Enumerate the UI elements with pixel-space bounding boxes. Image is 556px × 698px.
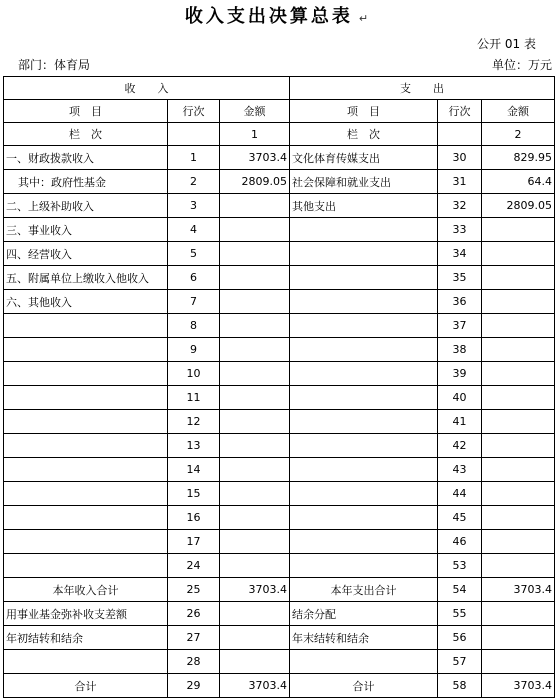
expense-amount (482, 362, 555, 386)
department-label: 部门：体育局 (18, 58, 91, 72)
income-item (4, 434, 168, 458)
income-row-number: 24 (168, 554, 220, 578)
expense-row-number: 56 (438, 626, 482, 650)
form-code: 公开 01 表 (477, 37, 536, 51)
expense-amount: 829.95 (482, 146, 555, 170)
table-row (4, 410, 555, 434)
expense-item (290, 506, 438, 530)
expense-item (290, 554, 438, 578)
income-amount (220, 194, 290, 218)
income-row-number: 29 (168, 674, 220, 698)
table-row (4, 626, 555, 650)
income-item (4, 650, 168, 674)
expense-item (290, 650, 438, 674)
expense-row-number: 41 (438, 410, 482, 434)
expense-row-number: 45 (438, 506, 482, 530)
expense-amount (482, 458, 555, 482)
expense-item: 年末结转和结余 (290, 626, 438, 650)
expense-amount (482, 386, 555, 410)
expense-header: 支 出 (290, 77, 555, 100)
expense-row-number: 33 (438, 218, 482, 242)
income-amount: 3703.4 (220, 578, 290, 602)
column-header-row (4, 100, 555, 123)
expense-amount (482, 314, 555, 338)
income-item: 本年收入合计 (4, 578, 168, 602)
income-amount (220, 530, 290, 554)
expense-item (290, 410, 438, 434)
table-row (4, 338, 555, 362)
income-amount (220, 410, 290, 434)
income-row-number: 17 (168, 530, 220, 554)
table-row (4, 482, 555, 506)
expense-row-number: 44 (438, 482, 482, 506)
income-item: 年初结转和结余 (4, 626, 168, 650)
income-item (4, 458, 168, 482)
expense-item (290, 314, 438, 338)
income-row-number: 10 (168, 362, 220, 386)
expense-row-number: 36 (438, 290, 482, 314)
expense-row-number: 54 (438, 578, 482, 602)
income-item: 其中：政府性基金 (4, 170, 168, 194)
expense-item: 文化体育传媒支出 (290, 146, 438, 170)
expense-amount-header: 金额 (482, 100, 555, 123)
income-amount: 2809.05 (220, 170, 290, 194)
income-rowno-header: 行次 (168, 100, 220, 123)
income-item: 五、附属单位上缴收入他收入 (4, 266, 168, 290)
expense-row-number: 39 (438, 362, 482, 386)
expense-item: 社会保障和就业支出 (290, 170, 438, 194)
expense-item (290, 458, 438, 482)
income-amount: 3703.4 (220, 674, 290, 698)
income-amount (220, 218, 290, 242)
income-amount (220, 338, 290, 362)
expense-item-header: 项 目 (290, 100, 438, 123)
income-amount (220, 626, 290, 650)
income-row-number: 27 (168, 626, 220, 650)
income-item: 三、事业收入 (4, 218, 168, 242)
table-row (4, 434, 555, 458)
expense-amount (482, 506, 555, 530)
expense-row-number: 42 (438, 434, 482, 458)
expense-item (290, 530, 438, 554)
income-amount (220, 386, 290, 410)
expense-item (290, 242, 438, 266)
expense-amount (482, 338, 555, 362)
table-row (4, 578, 555, 602)
table-row (4, 170, 555, 194)
column-index-row (4, 123, 555, 146)
expense-amount: 3703.4 (482, 674, 555, 698)
income-row-number: 25 (168, 578, 220, 602)
income-item (4, 362, 168, 386)
summary-table (3, 76, 555, 698)
unit-label: 单位：万元 (491, 58, 552, 72)
income-row-number: 14 (168, 458, 220, 482)
expense-row-number: 34 (438, 242, 482, 266)
expense-row-number: 46 (438, 530, 482, 554)
income-row-number: 16 (168, 506, 220, 530)
income-item: 二、上级补助收入 (4, 194, 168, 218)
expense-item (290, 434, 438, 458)
expense-amount (482, 650, 555, 674)
income-item (4, 530, 168, 554)
section-header-row (4, 77, 555, 100)
income-amount-header: 金额 (220, 100, 290, 123)
income-row-number: 28 (168, 650, 220, 674)
income-item (4, 386, 168, 410)
income-item (4, 410, 168, 434)
income-row-number: 5 (168, 242, 220, 266)
income-row-number: 3 (168, 194, 220, 218)
expense-item: 结余分配 (290, 602, 438, 626)
expense-item (290, 266, 438, 290)
table-row (4, 362, 555, 386)
income-row-number: 7 (168, 290, 220, 314)
expense-item (290, 482, 438, 506)
income-amount (220, 458, 290, 482)
table-row (4, 290, 555, 314)
expense-row-number: 57 (438, 650, 482, 674)
expense-amount (482, 626, 555, 650)
income-col-index: 1 (220, 123, 290, 146)
income-row-number: 11 (168, 386, 220, 410)
income-amount (220, 266, 290, 290)
table-row (4, 314, 555, 338)
expense-item (290, 290, 438, 314)
expense-row-number: 31 (438, 170, 482, 194)
table-row (4, 266, 555, 290)
income-row-number: 6 (168, 266, 220, 290)
expense-amount (482, 218, 555, 242)
income-row-number: 8 (168, 314, 220, 338)
expense-row-number: 37 (438, 314, 482, 338)
expense-amount (482, 410, 555, 434)
expense-amount (482, 434, 555, 458)
table-row (4, 554, 555, 578)
table-row (4, 674, 555, 698)
expense-amount (482, 290, 555, 314)
table-row (4, 530, 555, 554)
report-title: 收入支出决算总表 ↵ (184, 6, 372, 27)
expense-item (290, 362, 438, 386)
expense-col-index: 2 (482, 123, 555, 146)
expense-item: 本年支出合计 (290, 578, 438, 602)
expense-item (290, 338, 438, 362)
income-amount (220, 290, 290, 314)
income-item: 一、财政拨款收入 (4, 146, 168, 170)
income-amount (220, 314, 290, 338)
income-amount (220, 506, 290, 530)
expense-row-number: 55 (438, 602, 482, 626)
expense-item: 合计 (290, 674, 438, 698)
income-amount (220, 434, 290, 458)
income-item: 四、经营收入 (4, 242, 168, 266)
income-amount (220, 362, 290, 386)
income-amount: 3703.4 (220, 146, 290, 170)
income-item: 六、其他收入 (4, 290, 168, 314)
expense-amount (482, 242, 555, 266)
income-item: 用事业基金弥补收支差额 (4, 602, 168, 626)
table-row (4, 242, 555, 266)
income-item (4, 314, 168, 338)
income-row-number: 12 (168, 410, 220, 434)
table-row (4, 458, 555, 482)
expense-amount (482, 554, 555, 578)
table-row (4, 650, 555, 674)
income-row-number: 26 (168, 602, 220, 626)
expense-amount (482, 602, 555, 626)
income-item-header: 项 目 (4, 100, 168, 123)
income-row-number: 4 (168, 218, 220, 242)
expense-row-number: 38 (438, 338, 482, 362)
expense-col-label: 栏 次 (290, 123, 438, 146)
income-amount (220, 554, 290, 578)
expense-amount: 64.4 (482, 170, 555, 194)
table-row (4, 218, 555, 242)
table-row (4, 506, 555, 530)
expense-rowno-header: 行次 (438, 100, 482, 123)
table-row (4, 602, 555, 626)
expense-row-number: 35 (438, 266, 482, 290)
income-item: 合计 (4, 674, 168, 698)
table-row (4, 386, 555, 410)
income-row-number: 13 (168, 434, 220, 458)
table-row (4, 146, 555, 170)
income-item (4, 506, 168, 530)
expense-row-number: 32 (438, 194, 482, 218)
income-amount (220, 650, 290, 674)
expense-amount (482, 482, 555, 506)
expense-col-rowno (438, 123, 482, 146)
expense-amount (482, 266, 555, 290)
expense-row-number: 40 (438, 386, 482, 410)
income-amount (220, 602, 290, 626)
expense-item (290, 386, 438, 410)
expense-row-number: 53 (438, 554, 482, 578)
expense-amount: 2809.05 (482, 194, 555, 218)
expense-row-number: 58 (438, 674, 482, 698)
income-col-label: 栏 次 (4, 123, 168, 146)
expense-amount: 3703.4 (482, 578, 555, 602)
income-item (4, 482, 168, 506)
income-col-rowno (168, 123, 220, 146)
expense-amount (482, 530, 555, 554)
income-item (4, 554, 168, 578)
income-item (4, 338, 168, 362)
income-row-number: 15 (168, 482, 220, 506)
expense-item: 其他支出 (290, 194, 438, 218)
expense-row-number: 30 (438, 146, 482, 170)
expense-row-number: 43 (438, 458, 482, 482)
income-row-number: 2 (168, 170, 220, 194)
income-amount (220, 482, 290, 506)
income-row-number: 9 (168, 338, 220, 362)
income-amount (220, 242, 290, 266)
table-row (4, 194, 555, 218)
expense-item (290, 218, 438, 242)
income-row-number: 1 (168, 146, 220, 170)
income-header: 收 入 (4, 77, 290, 100)
